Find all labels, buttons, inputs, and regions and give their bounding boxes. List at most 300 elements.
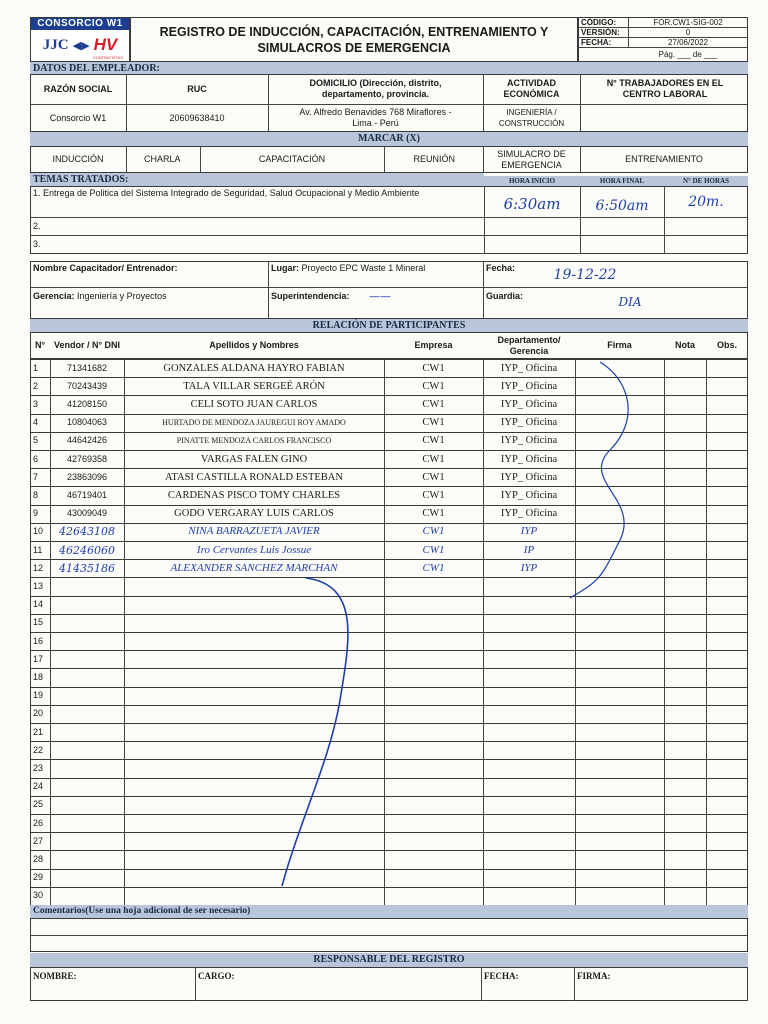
col-dni-header: Vendor / N° DNI: [53, 340, 121, 350]
empleador-section-header: DATOS DEL EMPLEADOR:: [30, 62, 748, 74]
row-obs[interactable]: [706, 705, 748, 723]
row-dni: 46719401: [66, 489, 108, 500]
superintendencia-label: Superintendencia:: [271, 291, 350, 301]
row-nombre: Iro Cervantes Luis Jossue: [196, 543, 312, 556]
row-dni: [50, 723, 124, 741]
row-nota[interactable]: [664, 687, 706, 705]
row-number: 18: [33, 671, 44, 682]
row-nombre: [124, 814, 384, 832]
row-nota[interactable]: [664, 395, 706, 413]
row-empresa: [384, 596, 483, 614]
row-empresa: CW1: [422, 525, 445, 538]
row-depto: IP: [523, 543, 535, 556]
hora-final-header: HORA FINAL: [580, 176, 664, 186]
row-depto: [483, 577, 575, 595]
domicilio-value: Av. Alfredo Benavides 768 Miraflores - Lima - Perú: [299, 107, 452, 128]
row-nota[interactable]: [664, 505, 706, 523]
row-depto: IYP_ Oficina: [500, 471, 558, 483]
row-nombre: [124, 596, 384, 614]
responsable-section-header: RESPONSABLE DEL REGISTRO: [30, 953, 748, 967]
marcar-capacitacion[interactable]: CAPACITACIÓN: [258, 154, 326, 164]
col-empresa-header: Empresa: [414, 340, 453, 350]
row-empresa: [384, 869, 483, 887]
row-empresa: CW1: [422, 417, 445, 429]
row-obs[interactable]: [706, 796, 748, 814]
row-empresa: [384, 723, 483, 741]
row-dni: [50, 887, 124, 905]
row-nombre: [124, 577, 384, 595]
fecha-label: FECHA:: [581, 37, 612, 47]
row-nombre: [124, 668, 384, 686]
row-obs[interactable]: [706, 414, 748, 432]
row-dni: [50, 869, 124, 887]
row-nota[interactable]: [664, 778, 706, 796]
row-depto: IYP_ Oficina: [500, 508, 558, 520]
row-firma[interactable]: [575, 759, 664, 777]
row-number: 25: [33, 799, 44, 810]
row-nota[interactable]: [664, 632, 706, 650]
row-depto: [483, 778, 575, 796]
row-firma[interactable]: [575, 414, 664, 432]
lugar-field: [268, 262, 483, 275]
row-number: 24: [33, 781, 44, 792]
row-obs[interactable]: [706, 741, 748, 759]
version-label: VERSIÓN:: [581, 27, 620, 37]
row-depto: IYP_ Oficina: [500, 380, 558, 392]
row-firma[interactable]: [575, 887, 664, 905]
row-obs[interactable]: [706, 832, 748, 850]
title-line-2: SIMULACROS DE EMERGENCIA: [257, 40, 451, 55]
row-empresa: [384, 705, 483, 723]
row-number: 23: [33, 762, 44, 773]
row-obs[interactable]: [706, 778, 748, 796]
row-nombre: ALEXANDER SANCHEZ MARCHAN: [170, 561, 338, 574]
row-obs[interactable]: [706, 596, 748, 614]
row-dni: [50, 832, 124, 850]
row-empresa: [384, 778, 483, 796]
row-nota[interactable]: [664, 559, 706, 577]
row-number: 12: [33, 562, 44, 573]
row-nota[interactable]: [664, 614, 706, 632]
gerencia-field: [30, 290, 268, 303]
row-depto: [483, 869, 575, 887]
actividad-value: INGENIERÍA / CONSTRUCCIÓN: [498, 108, 565, 128]
row-nota[interactable]: [664, 432, 706, 450]
comentarios-label: Comentarios(Use una hoja adicional de ser necesario): [30, 905, 748, 918]
marcar-charla[interactable]: CHARLA: [144, 154, 181, 164]
codigo-value: FOR.CW1-SIG-002: [653, 17, 723, 27]
row-empresa: [384, 832, 483, 850]
guardia-value: DIA: [618, 294, 642, 309]
company-logo: [30, 17, 130, 62]
row-dni: [50, 759, 124, 777]
row-empresa: CW1: [422, 453, 445, 465]
row-firma[interactable]: [575, 632, 664, 650]
row-firma[interactable]: [575, 814, 664, 832]
row-dni: 42769358: [66, 453, 108, 464]
row-depto: [483, 632, 575, 650]
row-number: 5: [33, 435, 39, 446]
version-value: 0: [685, 27, 691, 37]
row-nombre: PINATTE MENDOZA CARLOS FRANCISCO: [176, 436, 332, 446]
row-nombre: [124, 723, 384, 741]
row-dni: 42643108: [59, 525, 115, 539]
row-obs[interactable]: [706, 869, 748, 887]
responsable-firma-label: FIRMA:: [577, 970, 611, 981]
row-depto: [483, 796, 575, 814]
row-nota[interactable]: [664, 887, 706, 905]
page-number: Pág. ___ de ___: [658, 49, 718, 59]
row-nombre: NINA BARRAZUETA JAVIER: [188, 525, 320, 538]
row-nombre: [124, 650, 384, 668]
logo-arrows-icon: ◀▶: [72, 39, 90, 52]
row-nombre: ATASI CASTILLA RONALD ESTEBAN: [165, 471, 343, 483]
fecha-field-label: Fecha:: [486, 263, 516, 273]
row-number: 13: [33, 580, 44, 591]
row-nombre: [124, 759, 384, 777]
codigo-label: CÓDIGO:: [581, 17, 617, 27]
row-firma[interactable]: [575, 559, 664, 577]
row-firma[interactable]: [575, 850, 664, 868]
row-number: 19: [33, 690, 44, 701]
row-firma[interactable]: [575, 668, 664, 686]
row-obs[interactable]: [706, 668, 748, 686]
marcar-simulacro[interactable]: SIMULACRO DE EMERGENCIA: [497, 148, 566, 170]
row-nota[interactable]: [664, 468, 706, 486]
row-firma[interactable]: [575, 377, 664, 395]
row-empresa: [384, 814, 483, 832]
row-nombre: [124, 705, 384, 723]
row-dni: [50, 687, 124, 705]
row-depto: [483, 850, 575, 868]
row-empresa: [384, 687, 483, 705]
row-firma[interactable]: [575, 705, 664, 723]
row-nombre: CARDENAS PISCO TOMY CHARLES: [167, 489, 341, 501]
row-dni: [50, 668, 124, 686]
row-dni: [50, 632, 124, 650]
row-nota[interactable]: [664, 486, 706, 504]
marcar-induccion[interactable]: INDUCCIÓN: [52, 154, 104, 164]
row-nota[interactable]: [664, 377, 706, 395]
row-firma[interactable]: [575, 432, 664, 450]
row-nombre: [124, 687, 384, 705]
row-empresa: CW1: [422, 543, 445, 556]
row-obs[interactable]: [706, 450, 748, 468]
row-number: 11: [33, 544, 43, 555]
row-obs[interactable]: [706, 723, 748, 741]
row-obs[interactable]: [706, 759, 748, 777]
row-obs[interactable]: [706, 468, 748, 486]
responsable-nombre-label: NOMBRE:: [33, 970, 77, 981]
row-firma[interactable]: [575, 505, 664, 523]
numero-horas-value: 20m.: [688, 194, 724, 210]
domicilio-header: DOMICILIO (Dirección, distrito, departamento, provincia.: [309, 78, 442, 99]
row-dni: 10804063: [66, 417, 108, 428]
row-obs[interactable]: [706, 632, 748, 650]
logo-jjc-text: JJC: [42, 36, 69, 53]
superintendencia-value: ——: [369, 289, 391, 303]
row-nota[interactable]: [664, 832, 706, 850]
row-firma[interactable]: [575, 796, 664, 814]
row-empresa: [384, 614, 483, 632]
row-obs[interactable]: [706, 523, 748, 541]
row-dni: [50, 796, 124, 814]
row-nombre: [124, 869, 384, 887]
row-firma[interactable]: [575, 832, 664, 850]
logo-sub-text: CONTRATISTAS: [92, 55, 123, 60]
row-nombre: VARGAS FALEN GINO: [200, 453, 308, 465]
row-dni: [50, 778, 124, 796]
numero-horas-header: N° DE HORAS: [664, 176, 748, 186]
row-dni: [50, 814, 124, 832]
row-obs[interactable]: [706, 559, 748, 577]
row-number: 22: [33, 744, 44, 755]
row-obs[interactable]: [706, 486, 748, 504]
row-depto: [483, 614, 575, 632]
row-nombre: TALA VILLAR SERGEÉ ARÓN: [183, 380, 325, 392]
row-depto: [483, 759, 575, 777]
row-number: 14: [33, 599, 44, 610]
row-firma[interactable]: [575, 468, 664, 486]
row-number: 15: [33, 617, 44, 628]
row-empresa: [384, 577, 483, 595]
row-obs[interactable]: [706, 650, 748, 668]
col-depto-header: Departamento/ Gerencia: [497, 334, 561, 356]
row-firma[interactable]: [575, 741, 664, 759]
row-number: 6: [33, 453, 39, 464]
row-nota[interactable]: [664, 577, 706, 595]
col-num-header: N°: [34, 340, 46, 350]
row-depto: IYP: [520, 525, 538, 538]
row-number: 10: [33, 526, 44, 537]
row-empresa: CW1: [422, 489, 445, 501]
marcar-entrenamiento[interactable]: ENTRENAMIENTO: [625, 154, 703, 164]
row-depto: IYP_ Oficina: [500, 398, 558, 410]
row-nota[interactable]: [664, 359, 706, 377]
row-nota[interactable]: [664, 668, 706, 686]
row-nota[interactable]: [664, 596, 706, 614]
col-nombres-header: Apellidos y Nombres: [209, 340, 299, 350]
row-number: 21: [33, 726, 44, 737]
row-number: 27: [33, 835, 44, 846]
row-dni: 41435186: [59, 561, 115, 575]
row-firma[interactable]: [575, 395, 664, 413]
trabajadores-value: [580, 104, 748, 132]
row-depto: [483, 650, 575, 668]
row-number: 9: [33, 508, 39, 519]
row-number: 7: [33, 471, 39, 482]
guardia-label: Guardia:: [486, 291, 524, 301]
temas-section-header: TEMAS TRATADOS:: [30, 173, 484, 186]
row-number: 26: [33, 817, 44, 828]
row-nota[interactable]: [664, 650, 706, 668]
row-empresa: [384, 632, 483, 650]
row-firma[interactable]: [575, 650, 664, 668]
row-obs[interactable]: [706, 505, 748, 523]
row-firma[interactable]: [575, 359, 664, 377]
row-number: 29: [33, 872, 44, 883]
row-obs[interactable]: [706, 432, 748, 450]
row-number: 20: [33, 708, 44, 719]
row-nombre: GODO VERGARAY LUIS CARLOS: [174, 508, 334, 520]
row-empresa: CW1: [422, 508, 445, 520]
row-nombre: [124, 796, 384, 814]
row-nombre: [124, 832, 384, 850]
row-obs[interactable]: [706, 687, 748, 705]
row-firma[interactable]: [575, 723, 664, 741]
row-nombre: [124, 887, 384, 905]
row-dni: 41208150: [66, 398, 108, 409]
row-depto: [483, 887, 575, 905]
marcar-reunion[interactable]: REUNIÓN: [413, 154, 455, 164]
row-dni: [50, 650, 124, 668]
row-depto: [483, 668, 575, 686]
razon-social-value: Consorcio W1: [49, 112, 107, 123]
row-nota[interactable]: [664, 759, 706, 777]
row-empresa: [384, 759, 483, 777]
hora-final-value: 6:50am: [595, 198, 649, 214]
row-dni: [50, 850, 124, 868]
row-nombre: HURTADO DE MENDOZA JAUREGUI ROY AMADO: [162, 418, 346, 428]
row-nota[interactable]: [664, 814, 706, 832]
row-firma[interactable]: [575, 778, 664, 796]
row-nombre: GONZALES ALDANA HAYRO FABIAN: [163, 362, 345, 374]
row-nombre: [124, 850, 384, 868]
row-nota[interactable]: [664, 414, 706, 432]
logo-top-text: CONSORCIO W1: [31, 18, 129, 30]
lugar-value: Proyecto EPC Waste 1 Mineral: [301, 263, 426, 273]
row-depto: IYP_ Oficina: [500, 435, 558, 447]
row-empresa: [384, 850, 483, 868]
col-firma-header: Firma: [607, 340, 632, 350]
lugar-label: Lugar:: [271, 263, 299, 273]
row-nota[interactable]: [664, 523, 706, 541]
row-empresa: CW1: [422, 435, 445, 447]
row-depto: [483, 596, 575, 614]
fecha-value: 27/06/2022: [667, 37, 709, 47]
row-depto: [483, 741, 575, 759]
row-empresa: CW1: [422, 398, 445, 410]
fecha-field-value: 19-12-22: [553, 266, 617, 283]
row-depto: [483, 814, 575, 832]
row-firma[interactable]: [575, 450, 664, 468]
row-empresa: CW1: [422, 471, 445, 483]
logo-hv-text: HV: [93, 35, 118, 54]
row-firma[interactable]: [575, 596, 664, 614]
responsable-fecha-label: FECHA:: [484, 970, 519, 981]
row-obs[interactable]: [706, 577, 748, 595]
gerencia-value: Ingeniería y Proyectos: [77, 291, 167, 301]
row-nota[interactable]: [664, 869, 706, 887]
row-firma[interactable]: [575, 577, 664, 595]
row-nota[interactable]: [664, 450, 706, 468]
row-obs[interactable]: [706, 395, 748, 413]
row-obs[interactable]: [706, 850, 748, 868]
row-depto: [483, 705, 575, 723]
row-depto: IYP_ Oficina: [500, 362, 558, 374]
row-firma[interactable]: [575, 541, 664, 559]
row-dni: 44642426: [66, 435, 108, 446]
responsable-cargo-label: CARGO:: [198, 970, 235, 981]
row-number: 28: [33, 853, 44, 864]
row-nota[interactable]: [664, 705, 706, 723]
row-number: 16: [33, 635, 44, 646]
row-firma[interactable]: [575, 523, 664, 541]
row-depto: IYP_ Oficina: [500, 489, 558, 501]
row-nota[interactable]: [664, 850, 706, 868]
row-obs[interactable]: [706, 814, 748, 832]
participantes-section-header: RELACIÓN DE PARTICIPANTES: [30, 319, 748, 332]
trabajadores-header: N° TRABAJADORES EN EL CENTRO LABORAL: [606, 78, 724, 99]
row-empresa: [384, 668, 483, 686]
hora-inicio-header: HORA INICIO: [484, 176, 580, 186]
ruc-header: RUC: [187, 83, 207, 94]
row-firma[interactable]: [575, 687, 664, 705]
row-number: 8: [33, 489, 39, 500]
row-obs[interactable]: [706, 541, 748, 559]
col-nota-header: Nota: [675, 340, 695, 350]
row-nota[interactable]: [664, 796, 706, 814]
form-title: [130, 17, 578, 62]
row-dni: 23863096: [66, 471, 108, 482]
row-empresa: CW1: [422, 380, 445, 392]
row-empresa: [384, 796, 483, 814]
row-dni: [50, 577, 124, 595]
hora-inicio-value: 6:30am: [503, 195, 561, 213]
row-depto: [483, 687, 575, 705]
row-nota[interactable]: [664, 723, 706, 741]
row-depto: [483, 832, 575, 850]
row-dni: 70243439: [66, 380, 108, 391]
row-obs[interactable]: [706, 887, 748, 905]
row-firma[interactable]: [575, 614, 664, 632]
tema-1: 1. Entrega de Politica del Sistema Integrado de Seguridad, Salud Ocupacional y Medio Ambiente: [33, 187, 420, 198]
row-empresa: CW1: [422, 362, 445, 374]
row-dni: [50, 614, 124, 632]
row-empresa: [384, 650, 483, 668]
row-empresa: [384, 887, 483, 905]
row-dni: [50, 596, 124, 614]
row-nombre: CELI SOTO JUAN CARLOS: [190, 398, 318, 410]
title-line-1: REGISTRO DE INDUCCIÓN, CAPACITACIÓN, ENTRENAMIENTO Y: [159, 24, 549, 39]
col-obs-header: Obs.: [716, 340, 737, 350]
row-empresa: CW1: [422, 561, 445, 574]
row-obs[interactable]: [706, 359, 748, 377]
row-dni: [50, 741, 124, 759]
row-dni: 46246060: [59, 543, 115, 557]
row-empresa: [384, 741, 483, 759]
row-obs[interactable]: [706, 377, 748, 395]
tema-2: 2.: [33, 220, 41, 231]
row-nota[interactable]: [664, 741, 706, 759]
row-number: 4: [33, 417, 39, 428]
row-number: 2: [33, 380, 39, 391]
row-firma[interactable]: [575, 486, 664, 504]
row-firma[interactable]: [575, 869, 664, 887]
row-obs[interactable]: [706, 614, 748, 632]
row-nombre: [124, 778, 384, 796]
row-nota[interactable]: [664, 541, 706, 559]
capacitador-label: Nombre Capacitador/ Entrenador:: [33, 263, 178, 273]
tema-3: 3.: [33, 239, 41, 249]
row-depto: IYP_ Oficina: [500, 417, 558, 429]
row-dni: 71341682: [66, 362, 108, 373]
row-number: 3: [33, 398, 39, 409]
marcar-section-header: MARCAR (X): [30, 132, 748, 146]
row-nombre: [124, 614, 384, 632]
row-depto: [483, 723, 575, 741]
row-nombre: [124, 741, 384, 759]
